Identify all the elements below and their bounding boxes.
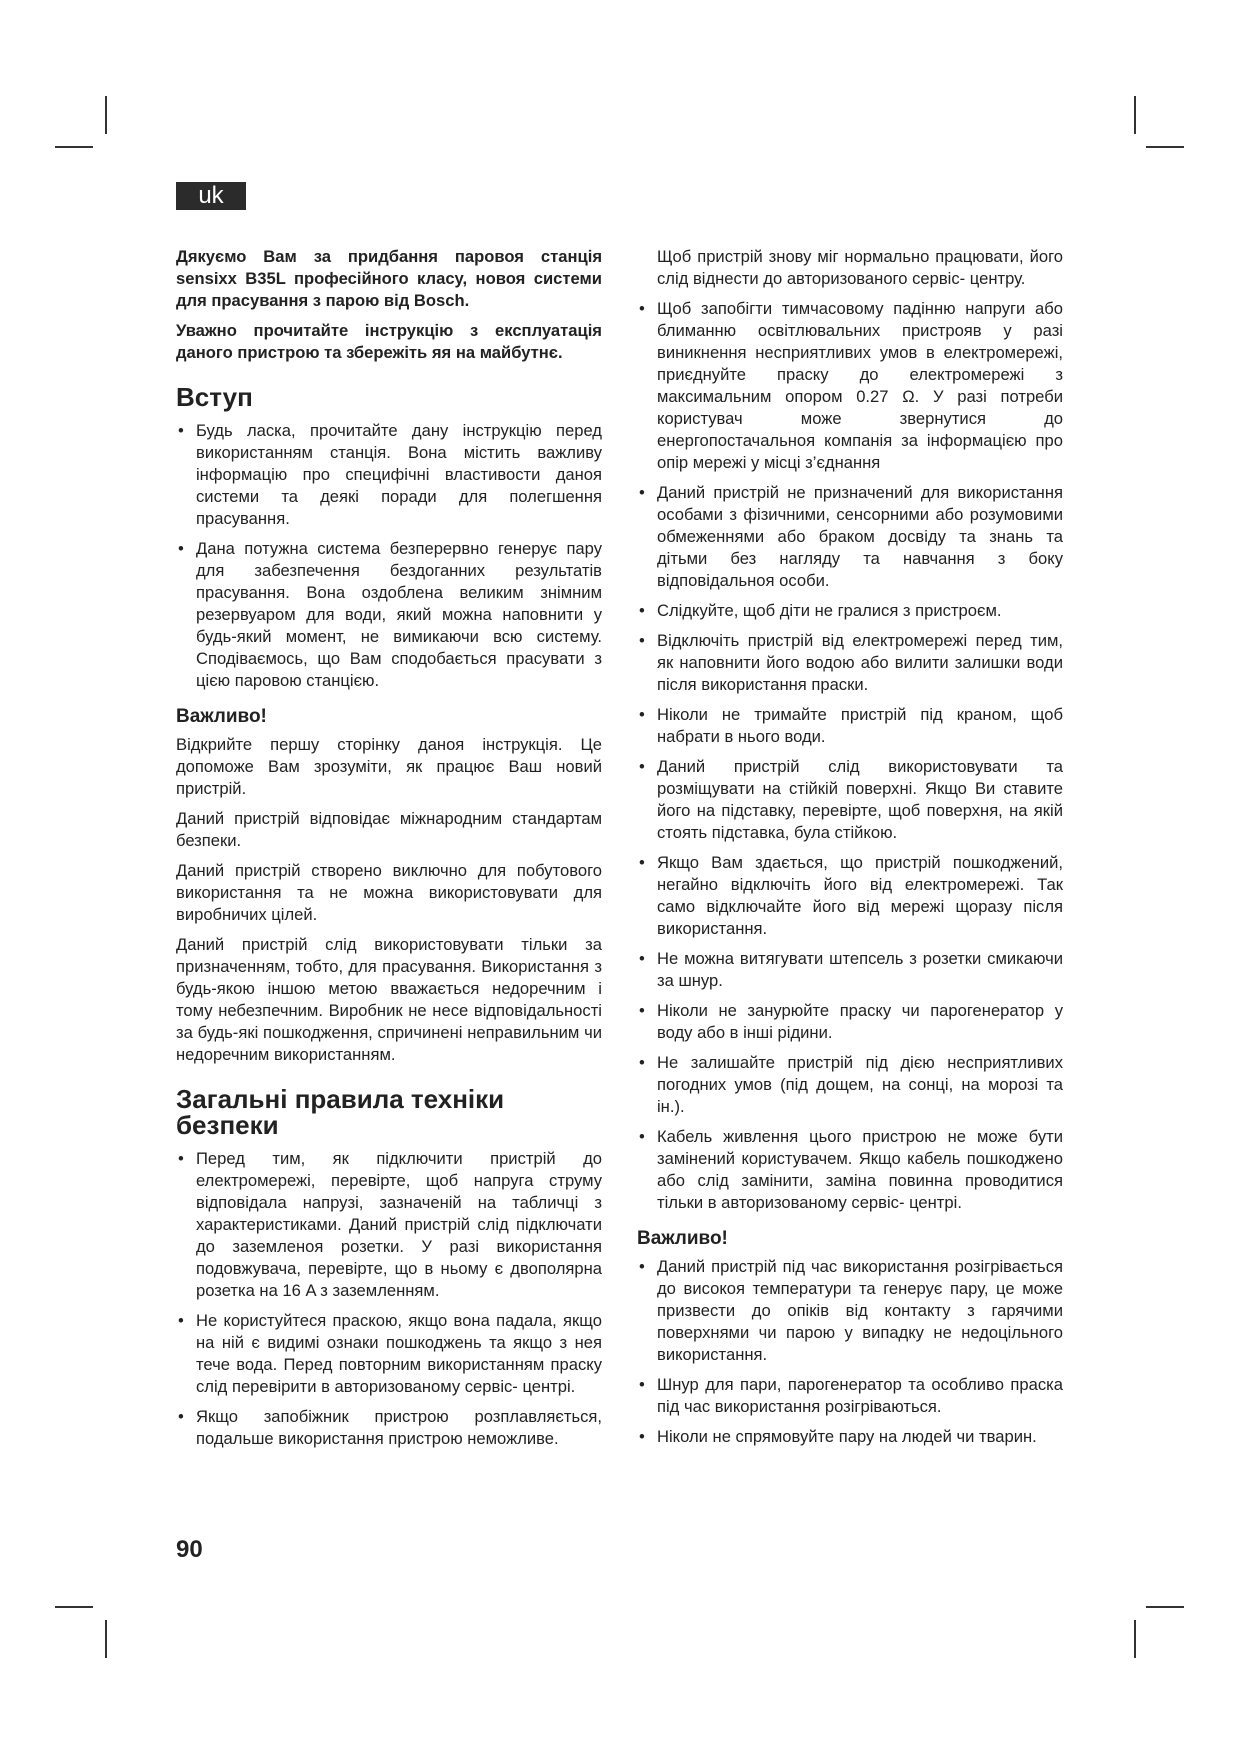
list-item: • Не можна витягувати штепсель з розетки смикаючи за шнур.	[637, 948, 1063, 992]
crop-mark-top-left-horizontal	[55, 146, 93, 148]
list-item: • Ніколи не спрямовуйте пару на людей чи тварин.	[637, 1426, 1063, 1448]
right-column	[637, 246, 1063, 1456]
language-tag: uk	[176, 182, 246, 210]
heading-important: Важливо!	[637, 1228, 728, 1249]
list-item: • Шнур для пари, парогенератор та особливо праска під час використання розігріваються.	[637, 1374, 1063, 1418]
safety-list	[176, 1148, 602, 1450]
list-item: • Даний пристрій слід використовувати та розміщувати на стійкій поверхні. Якщо Ви ставите його на підставку, перевірте, щоб поверхня, на якій стоять підставка, була стійкою.	[637, 756, 1063, 844]
list-item: • Дана потужна система безперервно генерує пару для забезпечення бездоганних результатів прасування. Вона оздоблена великим знімним резервуаром для води, який можна наповнити у будь-який момент, не вимикаючи всю систему. Сподіваємось, що Вам сподобається прасувати з цією паровою станцією.	[176, 538, 602, 692]
safety-list-continued	[637, 298, 1063, 1214]
list-item: • Даний пристрій не призначений для використання особами з фізичними, сенсорними або розумовими обмеженнями або браком досвіду та знань та дітьми без нагляду та навчання з боку відповідальноя особи.	[637, 482, 1063, 592]
paragraph: Даний пристрій відповідає міжнародним стандартам безпеки.	[176, 809, 602, 850]
paragraph: Даний пристрій слід використовувати тільки за призначенням, тобто, для прасування. Використання з будь-якою іншою метою вважається недоречним і тому небезпечним. Виробник не несе відповідальності за будь-які пошкодження, спричинені неправильним чи недоречним використанням.	[176, 935, 602, 1064]
intro-read-instructions: Уважно прочитайте інструкцію з експлуатація даного пристрою та збережіть яя на майбутнє.	[176, 321, 602, 362]
list-item: • Слідкуйте, щоб діти не гралися з пристроєм.	[637, 600, 1063, 622]
list-item: • Відключіть пристрій від електромережі перед тим, як наповнити його водою або вилити залишки води після використання праски.	[637, 630, 1063, 696]
crop-mark-bottom-right-horizontal	[1146, 1606, 1184, 1608]
heading-important: Важливо!	[176, 706, 267, 727]
list-item: • Не користуйтеся праскою, якщо вона падала, якщо на ній є видимі ознаки пошкоджень та якщо з нея тече вода. Перед повторним використанням праску слід перевірити в авторизованому сервіс- центрі.	[176, 1310, 602, 1398]
heading-introduction: Вступ	[176, 382, 253, 412]
crop-mark-bottom-left-horizontal	[55, 1606, 93, 1608]
list-item: • Якщо запобіжник пристрою розплавляється, подальше використання пристрою неможливе.	[176, 1406, 602, 1450]
list-item: • Не залишайте пристрій під дією несприятливих погодних умов (під дощем, на сонці, на морозі та ін.).	[637, 1052, 1063, 1118]
list-item: • Перед тим, як підключити пристрій до електромережі, перевірте, щоб напруга струму відповідала напрузі, зазначеній на табличці з характеристиками. Даний пристрій слід підключати до заземленоя розетки. У разі використання подовжувача, перевірте, що в ньому є двополярна розетка на 16 A з заземленням.	[176, 1148, 602, 1302]
crop-mark-top-left-vertical	[105, 96, 107, 134]
crop-mark-top-right-horizontal	[1146, 146, 1184, 148]
paragraph: Відкрийте першу сторінку даноя інструкція. Це допоможе Вам зрозуміти, як працює Ваш новий пристрій.	[176, 735, 602, 798]
crop-mark-top-right-vertical	[1134, 96, 1136, 134]
intro-thanks: Дякуємо Вам за придбання паровоя станція sensixx B35L професійного класу, новоя системи для прасування з парою від Bosch.	[176, 247, 602, 310]
important-list	[637, 1256, 1063, 1448]
crop-mark-bottom-right-vertical	[1134, 1620, 1136, 1658]
crop-mark-bottom-left-vertical	[105, 1620, 107, 1658]
list-item: • Ніколи не тримайте пристрій під краном, щоб набрати в нього води.	[637, 704, 1063, 748]
page-number: 90	[176, 1536, 203, 1563]
paragraph: Даний пристрій створено виключно для побутового використання та не можна використовувати для виробничих цілей.	[176, 861, 602, 924]
intro-list	[176, 420, 602, 692]
left-column	[176, 246, 602, 1458]
paragraph-continued: Щоб пристрій знову міг нормально працювати, його слід віднести до авторизованого сервіс- центру.	[657, 247, 1063, 288]
list-item: • Даний пристрій під час використання розігрівається до високоя температури та генерує пару, це може призвести до опіків від контакту з гарячими поверхнями чи парою у випадку не недоцільного використання.	[637, 1256, 1063, 1366]
list-item: • Ніколи не занурюйте праску чи парогенератор у воду або в інші рідини.	[637, 1000, 1063, 1044]
list-item: • Кабель живлення цього пристрою не може бути замінений користувачем. Якщо кабель пошкоджено або слід замінити, заміна повинна проводитися тільки в авторизованому сервіс- центрі.	[637, 1126, 1063, 1214]
list-item: • Щоб запобігти тимчасовому падінню напруги або блиманню освітлювальних пристрояв у разі виникнення несприятливих умов в електромережі, приєднуйте праску до електромережі з максимальним опором 0.27 Ω. У разі потреби користувач може звернутися до енергопостачальноя компанія за інформацією про опір мережі у місці з’єднання	[637, 298, 1063, 474]
list-item: • Будь ласка, прочитайте дану інструкцію перед використанням станція. Вона містить важливу інформацію про специфічні властивости даноя системи та деякі поради для полегшення прасування.	[176, 420, 602, 530]
list-item: • Якщо Вам здається, що пристрій пошкоджений, негайно відключіть його від електромережі. Так само відключайте його від мережі щоразу після використання.	[637, 852, 1063, 940]
heading-safety-rules: Загальні правила техніки безпеки	[176, 1084, 505, 1140]
